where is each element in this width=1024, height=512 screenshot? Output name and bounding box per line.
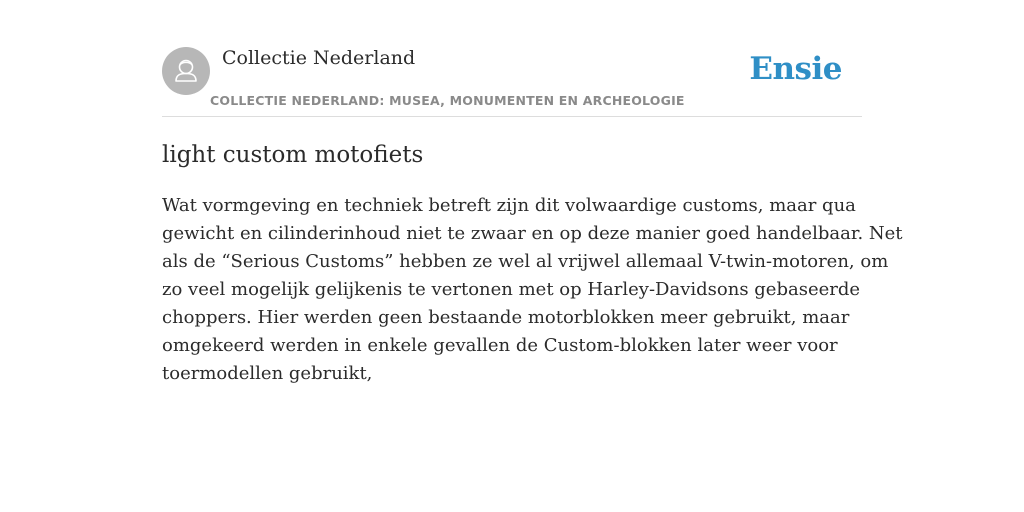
body-line: gewicht en cilinderinhoud niet te zwaar en op deze manier goed handelbaar. Net (162, 223, 903, 244)
entry-title: light custom motofiets (162, 142, 424, 168)
entry-header (162, 0, 862, 117)
user-silhouette-icon (162, 47, 210, 95)
body-line: omgekeerd werden in enkele gevallen de Custom-blokken later weer voor (162, 335, 838, 356)
author-subtitle: COLLECTIE NEDERLAND: MUSEA, MONUMENTEN EN ARCHEOLOGIE (210, 93, 685, 108)
body-line: zo veel mogelijk gelijkenis te vertonen met op Harley-Davidsons gebaseerde (162, 279, 861, 300)
body-line: als de “Serious Customs” hebben ze wel al vrijwel allemaal V-twin-motoren, om (162, 251, 889, 272)
entry-body (162, 192, 903, 388)
body-line: Wat vormgeving en techniek betreft zijn dit volwaardige customs, maar qua (162, 195, 856, 216)
body-line: choppers. Hier werden geen bestaande motorblokken meer gebruikt, maar (162, 307, 850, 328)
entry-card (162, 0, 903, 384)
body-line: toermodellen gebruikt, (162, 363, 373, 384)
author-name[interactable]: Collectie Nederland (222, 47, 416, 69)
brand-logo[interactable]: Ensie (749, 51, 842, 87)
author-avatar[interactable] (162, 47, 210, 95)
